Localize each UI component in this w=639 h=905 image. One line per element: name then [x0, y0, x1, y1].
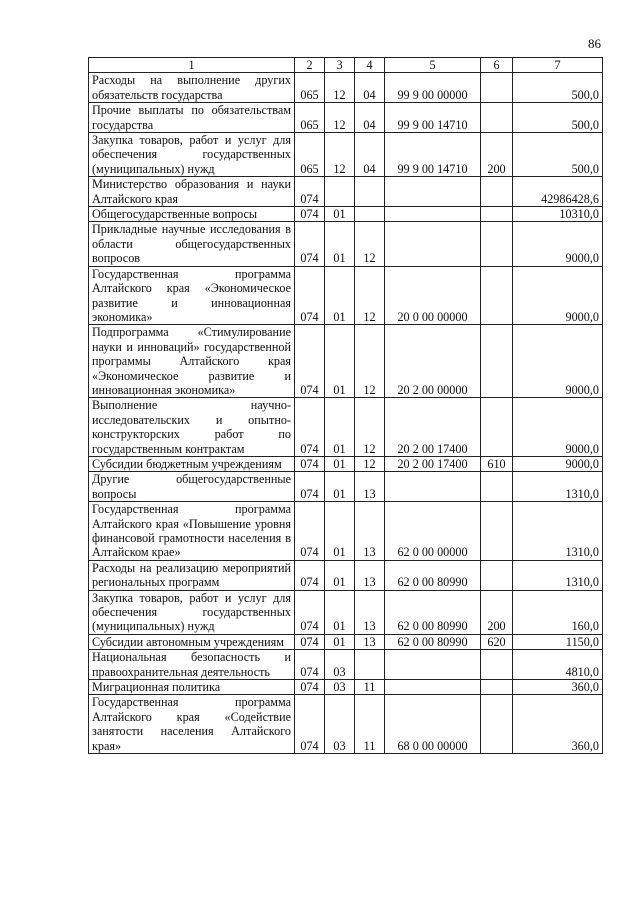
table-row [89, 325, 603, 398]
row-target-code [385, 177, 481, 207]
row-amount: 9000,0 [513, 398, 603, 457]
row-target-code: 99 9 00 14710 [385, 133, 481, 177]
row-target-code: 62 0 00 80990 [385, 560, 481, 590]
row-name: Государственная программа Алтайского края «Экономическое развитие и инновационная экономика» [89, 266, 295, 325]
row-expense-type-code [481, 398, 513, 457]
row-amount: 1310,0 [513, 472, 603, 502]
row-target-code: 20 0 00 00000 [385, 266, 481, 325]
row-amount: 160,0 [513, 590, 603, 634]
table-row [89, 560, 603, 590]
row-amount: 9000,0 [513, 222, 603, 266]
table-row [89, 634, 603, 649]
row-target-code [385, 650, 481, 680]
row-ministry-code: 065 [295, 73, 325, 103]
row-amount: 42986428,6 [513, 177, 603, 207]
table-row [89, 456, 603, 471]
row-section-code: 03 [325, 680, 355, 695]
row-expense-type-code [481, 207, 513, 222]
row-amount: 1310,0 [513, 560, 603, 590]
row-expense-type-code [481, 472, 513, 502]
row-subsection-code [355, 207, 385, 222]
row-amount: 9000,0 [513, 456, 603, 471]
row-amount: 1310,0 [513, 502, 603, 561]
row-amount: 9000,0 [513, 325, 603, 398]
table-row [89, 590, 603, 634]
row-section-code: 01 [325, 456, 355, 471]
row-name: Закупка товаров, работ и услуг для обеспечения государственных (муниципальных) нужд [89, 133, 295, 177]
row-expense-type-code: 200 [481, 133, 513, 177]
row-expense-type-code [481, 73, 513, 103]
row-expense-type-code [481, 680, 513, 695]
table-body [89, 73, 603, 754]
row-subsection-code [355, 650, 385, 680]
row-ministry-code: 074 [295, 222, 325, 266]
row-section-code: 01 [325, 472, 355, 502]
row-section-code: 01 [325, 207, 355, 222]
row-target-code: 20 2 00 00000 [385, 325, 481, 398]
table-row [89, 207, 603, 222]
row-target-code [385, 472, 481, 502]
header-col-7: 7 [513, 58, 603, 73]
row-ministry-code: 074 [295, 456, 325, 471]
row-target-code: 99 9 00 14710 [385, 103, 481, 133]
row-name: Прикладные научные исследования в области общегосударственных вопросов [89, 222, 295, 266]
row-expense-type-code [481, 695, 513, 754]
row-expense-type-code [481, 325, 513, 398]
table-row [89, 73, 603, 103]
row-section-code: 03 [325, 650, 355, 680]
row-amount: 10310,0 [513, 207, 603, 222]
table-row [89, 222, 603, 266]
row-name: Закупка товаров, работ и услуг для обеспечения государственных (муниципальных) нужд [89, 590, 295, 634]
header-col-2: 2 [295, 58, 325, 73]
row-ministry-code: 074 [295, 680, 325, 695]
row-ministry-code: 065 [295, 103, 325, 133]
row-subsection-code: 13 [355, 560, 385, 590]
header-col-3: 3 [325, 58, 355, 73]
row-section-code: 12 [325, 73, 355, 103]
row-section-code: 12 [325, 133, 355, 177]
row-name: Субсидии автономным учреждениям [89, 634, 295, 649]
row-ministry-code: 074 [295, 560, 325, 590]
row-target-code [385, 207, 481, 222]
row-ministry-code: 074 [295, 590, 325, 634]
row-ministry-code: 074 [295, 266, 325, 325]
row-expense-type-code [481, 103, 513, 133]
row-name: Субсидии бюджетным учреждениям [89, 456, 295, 471]
row-expense-type-code [481, 177, 513, 207]
row-target-code: 20 2 00 17400 [385, 456, 481, 471]
row-section-code: 01 [325, 502, 355, 561]
row-name: Государственная программа Алтайского края «Содействие занятости населения Алтайского края» [89, 695, 295, 754]
table-row [89, 680, 603, 695]
header-col-5: 5 [385, 58, 481, 73]
row-target-code: 68 0 00 00000 [385, 695, 481, 754]
table-row [89, 502, 603, 561]
table-row [89, 398, 603, 457]
row-ministry-code: 065 [295, 133, 325, 177]
row-subsection-code: 04 [355, 133, 385, 177]
table-row [89, 103, 603, 133]
row-section-code: 01 [325, 266, 355, 325]
table-row [89, 177, 603, 207]
row-amount: 4810,0 [513, 650, 603, 680]
row-ministry-code: 074 [295, 502, 325, 561]
row-expense-type-code [481, 560, 513, 590]
table-row [89, 133, 603, 177]
row-subsection-code: 13 [355, 590, 385, 634]
row-subsection-code: 13 [355, 472, 385, 502]
row-subsection-code: 12 [355, 398, 385, 457]
row-ministry-code: 074 [295, 472, 325, 502]
row-subsection-code: 12 [355, 325, 385, 398]
row-subsection-code: 12 [355, 456, 385, 471]
row-section-code: 12 [325, 103, 355, 133]
row-ministry-code: 074 [295, 207, 325, 222]
row-ministry-code: 074 [295, 650, 325, 680]
row-ministry-code: 074 [295, 634, 325, 649]
row-section-code: 01 [325, 590, 355, 634]
row-target-code: 62 0 00 80990 [385, 634, 481, 649]
row-expense-type-code [481, 650, 513, 680]
row-subsection-code: 11 [355, 680, 385, 695]
row-subsection-code: 11 [355, 695, 385, 754]
row-amount: 500,0 [513, 133, 603, 177]
row-name: Общегосударственные вопросы [89, 207, 295, 222]
row-expense-type-code: 200 [481, 590, 513, 634]
row-subsection-code: 13 [355, 634, 385, 649]
row-ministry-code: 074 [295, 177, 325, 207]
row-name: Миграционная политика [89, 680, 295, 695]
row-subsection-code: 12 [355, 266, 385, 325]
row-expense-type-code [481, 502, 513, 561]
row-subsection-code: 04 [355, 103, 385, 133]
row-subsection-code: 04 [355, 73, 385, 103]
table-row [89, 472, 603, 502]
row-section-code: 01 [325, 634, 355, 649]
row-subsection-code [355, 177, 385, 207]
row-section-code: 01 [325, 560, 355, 590]
row-name: Расходы на реализацию мероприятий региональных программ [89, 560, 295, 590]
table-row [89, 266, 603, 325]
row-section-code: 01 [325, 398, 355, 457]
table-header [89, 58, 603, 73]
row-target-code [385, 680, 481, 695]
row-name: Выполнение научно-исследовательских и опытно-конструкторских работ по государственным контрактам [89, 398, 295, 457]
row-section-code: 03 [325, 695, 355, 754]
row-target-code: 99 9 00 00000 [385, 73, 481, 103]
row-section-code: 01 [325, 325, 355, 398]
budget-table [88, 57, 603, 754]
table-row [89, 695, 603, 754]
row-amount: 500,0 [513, 103, 603, 133]
page-number: 86 [588, 36, 601, 51]
row-amount: 500,0 [513, 73, 603, 103]
row-target-code: 62 0 00 80990 [385, 590, 481, 634]
table-row [89, 650, 603, 680]
row-target-code [385, 222, 481, 266]
row-name: Другие общегосударственные вопросы [89, 472, 295, 502]
header-row [89, 58, 603, 73]
row-subsection-code: 13 [355, 502, 385, 561]
row-name: Национальная безопасность и правоохранительная деятельность [89, 650, 295, 680]
row-name: Министерство образования и науки Алтайского края [89, 177, 295, 207]
row-name: Расходы на выполнение других обязательств государства [89, 73, 295, 103]
row-amount: 1150,0 [513, 634, 603, 649]
row-name: Прочие выплаты по обязательствам государства [89, 103, 295, 133]
row-target-code: 62 0 00 00000 [385, 502, 481, 561]
header-col-4: 4 [355, 58, 385, 73]
row-expense-type-code [481, 222, 513, 266]
row-name: Подпрограмма «Стимулирование науки и инноваций» государственной программы Алтайского края «Экономическое развитие и инновационная экономика» [89, 325, 295, 398]
row-amount: 9000,0 [513, 266, 603, 325]
row-ministry-code: 074 [295, 325, 325, 398]
header-col-1: 1 [89, 58, 295, 73]
row-name: Государственная программа Алтайского края «Повышение уровня финансовой грамотности населения в Алтайском крае» [89, 502, 295, 561]
row-ministry-code: 074 [295, 398, 325, 457]
row-expense-type-code: 610 [481, 456, 513, 471]
row-section-code [325, 177, 355, 207]
row-amount: 360,0 [513, 695, 603, 754]
row-subsection-code: 12 [355, 222, 385, 266]
row-target-code: 20 2 00 17400 [385, 398, 481, 457]
row-expense-type-code: 620 [481, 634, 513, 649]
row-section-code: 01 [325, 222, 355, 266]
header-col-6: 6 [481, 58, 513, 73]
row-ministry-code: 074 [295, 695, 325, 754]
row-amount: 360,0 [513, 680, 603, 695]
row-expense-type-code [481, 266, 513, 325]
